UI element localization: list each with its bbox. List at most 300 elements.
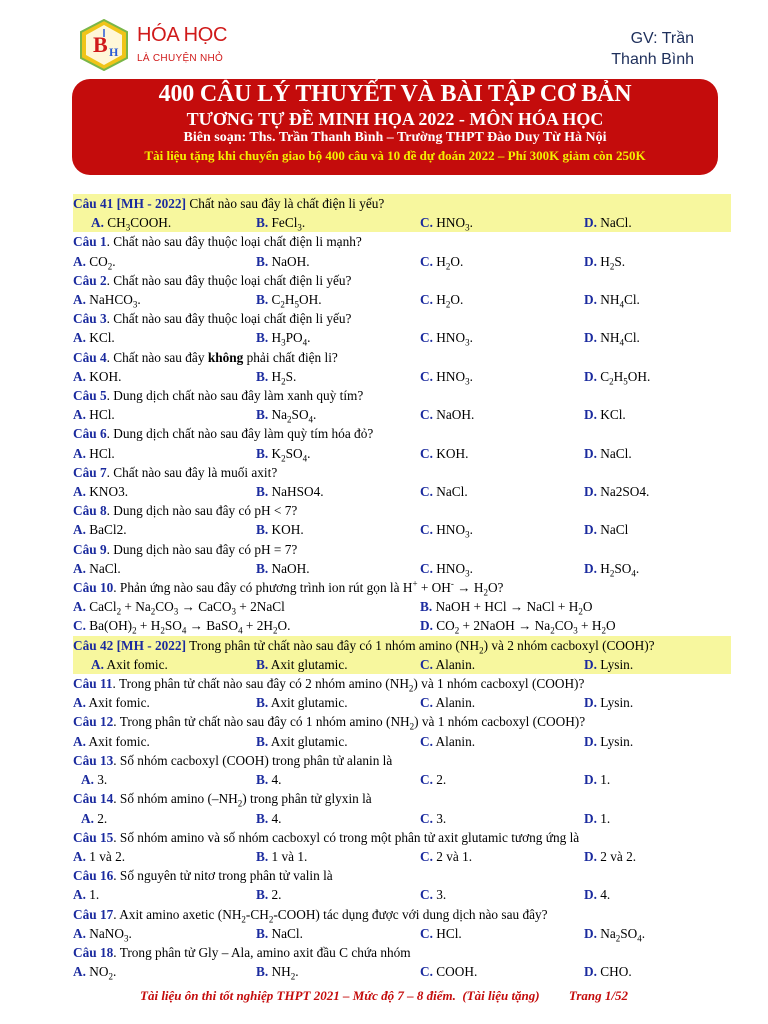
page-footer — [0, 988, 768, 1004]
question-number: Câu 6 — [73, 426, 107, 442]
answer-option-b — [256, 559, 420, 578]
answer-option-c — [420, 847, 584, 866]
question-text: . Dung dịch chất nào sau đây làm xanh quỳ tím? — [106, 388, 364, 404]
question-number: Câu 14 — [73, 791, 114, 807]
option-text: $CO_2$. — [85, 253, 116, 272]
question-stem — [73, 424, 731, 443]
option-text: $HNO_3$. — [432, 560, 473, 579]
answer-option-b — [256, 405, 420, 424]
page-number: Trang 1/52 — [568, 988, 628, 1003]
question-number: Câu 1 — [73, 234, 107, 250]
option-label: C. — [420, 484, 433, 500]
option-text: 4. — [596, 887, 611, 903]
option-label: D. — [584, 656, 597, 672]
question-text: . Dung dịch nào sau đây có pH < 7? — [106, 503, 298, 519]
option-label: C. — [420, 407, 433, 423]
question-stem — [73, 712, 731, 731]
option-label: B. — [256, 772, 269, 788]
option-text: 1. — [596, 772, 611, 788]
question-stem — [73, 501, 731, 520]
answer-option-a — [73, 693, 256, 712]
option-label: B. — [256, 253, 269, 269]
answer-options — [73, 770, 731, 789]
option-text: $HNO_3$. — [432, 522, 473, 541]
answer-option-c — [420, 885, 584, 904]
option-label: C. — [420, 656, 433, 672]
option-label: D. — [584, 887, 597, 903]
question-item — [73, 501, 731, 539]
answer-option-b — [256, 809, 420, 828]
answer-option-d — [584, 252, 731, 271]
option-text: 4. — [268, 810, 282, 826]
answer-option-c — [420, 444, 584, 463]
answer-option-b — [256, 962, 420, 981]
option-label: B. — [256, 733, 269, 749]
option-text: NaOH. — [268, 253, 310, 269]
option-label: D. — [584, 445, 597, 461]
option-text: 2. — [432, 772, 447, 788]
question-item — [73, 540, 731, 578]
option-text: Axit fomic. — [103, 656, 168, 672]
option-text: $Ba(OH)_2 + H_2SO_4$ → BaSO$_4$ + $2H_2O$. — [85, 618, 291, 637]
option-label: B. — [256, 445, 269, 461]
option-text: KOH. — [85, 368, 122, 384]
question-stem — [73, 309, 731, 328]
answer-option-d — [584, 770, 731, 789]
option-text: Alanin. — [432, 733, 476, 749]
option-text: $Na_2SO_4$. — [596, 925, 646, 944]
question-text: . Số nguyên tử nitơ trong phân tử valin là — [113, 868, 333, 884]
option-text: $CH_3COOH$. — [103, 215, 172, 233]
option-text: COOH. — [432, 964, 478, 980]
option-text: Axit fomic. — [85, 733, 150, 749]
question-item — [73, 348, 731, 386]
option-text: Axit glutamic. — [268, 695, 348, 711]
question-item — [73, 424, 731, 462]
answer-option-b — [256, 770, 420, 789]
question-stem — [73, 463, 731, 482]
option-label: B. — [256, 925, 269, 941]
option-text: KCl. — [85, 330, 115, 346]
answer-option-d — [584, 924, 731, 943]
question-number: Câu 41 [MH - 2022] — [73, 196, 187, 211]
answer-option-a — [73, 597, 420, 616]
answer-option-c — [420, 520, 584, 539]
answer-options — [73, 252, 731, 271]
option-label: B. — [256, 407, 269, 423]
option-text: NaNO$_3$. — [85, 925, 132, 944]
question-number: Câu 4 — [73, 349, 107, 365]
answer-options — [73, 847, 731, 866]
answer-option-c — [420, 213, 584, 232]
option-label: C. — [420, 964, 433, 980]
answer-options — [73, 482, 731, 501]
option-text: NaCl. — [432, 484, 468, 500]
option-text: $HNO_3$. — [432, 330, 473, 349]
option-text: $NH_4Cl$. — [596, 330, 640, 349]
option-text: Axit glutamic. — [268, 733, 348, 749]
option-label: D. — [584, 733, 597, 749]
answer-options — [73, 655, 731, 674]
author-line: Biên soạn: Ths. Trần Thanh Bình – Trường THPT Đào Duy Từ Hà Nội — [183, 130, 607, 145]
question-item — [73, 194, 731, 232]
document-title: 400 CÂU LÝ THUYẾT VÀ BÀI TẬP CƠ BẢN — [158, 81, 632, 107]
option-text: NaHCO$_3$. — [85, 292, 141, 310]
option-text: NaOH + HCl → NaCl + $H_2O$ — [432, 599, 593, 617]
option-text: 1. — [85, 887, 100, 903]
option-label: C. — [420, 848, 433, 864]
option-text: FeCl$_3$. — [268, 215, 306, 233]
option-label: A. — [73, 887, 86, 903]
question-item — [73, 712, 731, 750]
option-text: $H_3PO_4$. — [268, 330, 311, 349]
answer-option-a — [73, 328, 256, 347]
question-text: Trong phân tử chất nào sau đây có 1 nhóm amino $(NH_2)$ và 2 nhóm cacboxyl (COOH)? — [186, 637, 655, 656]
question-text: Chất nào sau đây là chất điện li yếu? — [186, 196, 385, 211]
answer-option-c — [420, 559, 584, 578]
answer-option-d — [584, 405, 731, 424]
question-number: Câu 7 — [73, 464, 107, 480]
answer-option-d — [584, 482, 731, 501]
option-text: HCl. — [85, 445, 115, 461]
option-text: $NO_2$. — [85, 964, 117, 982]
answer-option-d — [584, 732, 731, 751]
option-label: D. — [584, 330, 597, 346]
answer-option-b — [256, 693, 420, 712]
question-stem — [73, 866, 731, 885]
svg-text:H: H — [109, 45, 119, 59]
option-text: 1 và 2. — [85, 848, 126, 864]
question-text: . Chất nào sau đây thuộc loại chất điện li yếu? — [106, 272, 352, 288]
answer-option-a — [73, 405, 256, 424]
brand-title: HÓA HỌC — [137, 24, 228, 46]
option-label: A. — [73, 368, 86, 384]
option-text: 3. — [93, 772, 108, 788]
option-text: 3. — [432, 887, 447, 903]
option-label: B. — [256, 656, 269, 672]
option-text: NaCl — [596, 522, 629, 538]
answer-option-b — [256, 444, 420, 463]
answer-option-a — [73, 962, 256, 981]
option-label: C. — [420, 887, 433, 903]
answer-option-d — [584, 520, 731, 539]
answer-option-c — [420, 405, 584, 424]
option-label: B. — [256, 560, 269, 576]
option-label: D. — [584, 848, 597, 864]
option-label: A. — [91, 656, 104, 672]
option-label: A. — [73, 695, 86, 711]
option-text: Lysin. — [596, 656, 634, 672]
option-label: C. — [420, 810, 433, 826]
answer-option-c — [420, 655, 584, 674]
question-text: . Chất nào sau đây thuộc loại chất điện li mạnh? — [106, 234, 362, 250]
answer-option-b — [256, 367, 420, 386]
answer-option-a — [73, 252, 256, 271]
answer-options — [73, 693, 731, 712]
answer-options — [73, 924, 731, 943]
option-text: Alanin. — [432, 695, 476, 711]
question-text: . Dung dịch nào sau đây có pH = 7? — [106, 541, 298, 557]
option-text: CaCl$_2$ + $Na_2CO_3$ → CaCO$_3$ + 2NaCl — [85, 599, 285, 617]
option-label: D. — [584, 292, 597, 308]
question-number: Câu 13 — [73, 752, 114, 768]
option-label: A. — [81, 810, 94, 826]
option-text: NaCl. — [596, 445, 632, 461]
option-text: 2 và 1. — [432, 848, 473, 864]
answer-option-a — [73, 444, 256, 463]
option-text: Lysin. — [596, 733, 634, 749]
question-item — [73, 636, 731, 674]
answer-options — [73, 367, 731, 386]
svg-text:B: B — [93, 32, 108, 57]
question-stem — [73, 636, 731, 655]
option-label: B. — [256, 695, 269, 711]
question-text: . Số nhóm amino và số nhóm cacboxyl có trong một phân tử axit glutamic tương ứng là — [113, 829, 580, 845]
question-text: . Số nhóm cacboxyl (COOH) trong phân tử alanin là — [113, 752, 393, 768]
option-text: 3. — [432, 810, 447, 826]
question-stem — [73, 271, 731, 290]
answer-option-c — [420, 809, 584, 828]
option-text: KOH. — [432, 445, 469, 461]
answer-options — [73, 290, 731, 309]
option-label: A. — [73, 484, 86, 500]
option-label: C. — [420, 522, 433, 538]
option-text: $H_2S$. — [596, 253, 626, 272]
answer-option-d — [584, 328, 731, 347]
option-label: C. — [420, 330, 433, 346]
option-label: A. — [73, 560, 86, 576]
question-stem — [73, 578, 731, 597]
option-text: CHO. — [596, 964, 632, 980]
option-text: BaCl2. — [85, 522, 127, 538]
question-number: Câu 16 — [73, 868, 114, 884]
option-label: A. — [73, 407, 86, 423]
option-label: C. — [420, 215, 433, 231]
answer-option-d — [584, 290, 731, 309]
answer-options — [73, 962, 731, 981]
question-text: . Trong phân tử chất nào sau đây có 2 nhóm amino $(NH_2)$ và 1 nhóm cacboxyl (COOH)? — [112, 676, 585, 694]
answer-options — [73, 885, 731, 904]
question-item — [73, 578, 731, 636]
option-label: B. — [256, 522, 269, 538]
option-label: D. — [584, 368, 597, 384]
answer-option-c — [73, 616, 420, 635]
answer-option-d — [584, 847, 731, 866]
option-label: A. — [73, 292, 86, 308]
option-text: $H_2S$. — [268, 368, 297, 387]
answer-option-d — [584, 655, 731, 674]
option-label: D. — [584, 407, 597, 423]
title-banner — [72, 79, 718, 175]
question-item — [73, 463, 731, 501]
answer-options — [73, 732, 731, 751]
answer-option-b — [256, 482, 420, 501]
question-number: Câu 10 — [73, 580, 114, 596]
option-text: NaCl. — [596, 215, 632, 231]
question-number: Câu 8 — [73, 503, 107, 519]
option-label: C. — [420, 253, 433, 269]
option-label: B. — [256, 887, 269, 903]
question-stem — [73, 943, 731, 962]
option-label: A. — [81, 772, 94, 788]
question-item — [73, 905, 731, 943]
option-text: 2. — [93, 810, 108, 826]
document-subtitle: TƯƠNG TỰ ĐỀ MINH HỌA 2022 - MÔN HÓA HỌC — [186, 109, 604, 129]
option-label: C. — [420, 560, 433, 576]
promo-line: Tài liệu tặng khi chuyển giao bộ 400 câu và 10 đề dự đoán 2022 – Phí 300K giảm còn 250K — [144, 148, 646, 163]
answer-option-a — [73, 732, 256, 751]
option-label: A. — [73, 848, 86, 864]
question-number: Câu 11 — [73, 676, 113, 692]
answer-option-a — [91, 655, 256, 674]
option-label: C. — [420, 292, 433, 308]
answer-option-c — [420, 770, 584, 789]
question-number: Câu 15 — [73, 829, 114, 845]
question-item — [73, 789, 731, 827]
question-text: . Dung dịch chất nào sau đây làm quỳ tím hóa đỏ? — [106, 426, 374, 442]
answer-option-a — [73, 482, 256, 501]
option-label: D. — [584, 253, 597, 269]
answer-option-c — [420, 924, 584, 943]
question-list — [73, 194, 731, 981]
question-item — [73, 751, 731, 789]
option-label: B. — [256, 330, 269, 346]
option-label: A. — [73, 253, 86, 269]
question-text: . Chất nào sau đây không phải chất điện li? — [106, 349, 338, 365]
option-label: D. — [584, 522, 597, 538]
option-label: B. — [256, 368, 269, 384]
option-text: $CO_2$ + 2NaOH → $Na_2CO_3 + H_2O$ — [432, 618, 616, 637]
question-text: . Chất nào sau đây thuộc loại chất điện li yếu? — [106, 311, 352, 327]
question-number: Câu 17 — [73, 906, 114, 922]
option-label: A. — [73, 964, 86, 980]
option-text: $Na_2SO_4$. — [268, 407, 317, 425]
option-label: D. — [584, 695, 597, 711]
option-text: $C_2H_5OH$. — [268, 292, 322, 310]
question-text: . Trong phân tử chất nào sau đây có 1 nhóm amino $(NH_2)$ và 1 nhóm cacboxyl (COOH)? — [113, 714, 586, 733]
option-label: B. — [256, 964, 269, 980]
answer-options — [73, 444, 731, 463]
footer-text: Tài liệu ôn thi tốt nghiệp THPT 2021 – Mức độ 7 – 8 điểm. (Tài liệu tặng) — [140, 988, 540, 1003]
option-label: D. — [420, 618, 433, 634]
answer-option-a — [73, 885, 256, 904]
option-text: NaHSO4. — [268, 484, 324, 500]
question-stem — [73, 194, 731, 213]
option-text: Axit fomic. — [85, 695, 150, 711]
option-label: B. — [420, 599, 433, 615]
answer-option-a — [73, 847, 256, 866]
option-label: D. — [584, 772, 597, 788]
answer-option-c — [420, 290, 584, 309]
option-label: B. — [256, 292, 269, 308]
answer-option-d — [584, 885, 731, 904]
option-label: C. — [420, 445, 433, 461]
question-stem — [73, 674, 731, 693]
option-label: C. — [420, 695, 433, 711]
answer-option-b — [256, 885, 420, 904]
option-text: KOH. — [268, 522, 304, 538]
option-label: D. — [584, 215, 597, 231]
answer-option-a — [91, 213, 256, 232]
question-item — [73, 271, 731, 309]
option-text: NaCl. — [85, 560, 121, 576]
answer-option-d — [584, 962, 731, 981]
answer-options — [73, 809, 731, 828]
option-text: $H_2O$. — [432, 292, 464, 310]
option-text: NaOH. — [268, 560, 310, 576]
option-text: $H_2SO_4$. — [596, 560, 640, 579]
question-item — [73, 943, 731, 981]
option-label: C. — [420, 368, 433, 384]
answer-option-a — [73, 367, 256, 386]
option-text: HCl. — [85, 407, 115, 423]
option-text: HCl. — [432, 925, 462, 941]
option-label: C. — [73, 618, 86, 634]
answer-option-a — [73, 559, 256, 578]
answer-option-d — [584, 809, 731, 828]
question-number: Câu 12 — [73, 714, 114, 730]
option-text: KNO3. — [85, 484, 129, 500]
question-text: . Chất nào sau đây là muối axit? — [106, 464, 278, 480]
answer-option-a — [73, 924, 256, 943]
option-text: Lysin. — [596, 695, 634, 711]
option-label: C. — [420, 772, 433, 788]
question-stem — [73, 789, 731, 808]
question-stem — [73, 348, 731, 367]
option-text: $HNO_3$. — [432, 368, 473, 387]
option-label: A. — [73, 733, 86, 749]
answer-option-c — [420, 693, 584, 712]
option-label: A. — [73, 445, 86, 461]
answer-option-d — [584, 213, 731, 232]
question-stem — [73, 540, 731, 559]
answer-option-d — [584, 693, 731, 712]
answer-options — [73, 559, 731, 578]
answer-option-c — [420, 328, 584, 347]
option-label: B. — [256, 810, 269, 826]
option-text: NaOH. — [432, 407, 475, 423]
option-text: 4. — [268, 772, 282, 788]
option-label: A. — [73, 522, 86, 538]
answer-option-a — [81, 770, 256, 789]
question-item — [73, 828, 731, 866]
question-stem — [73, 751, 731, 770]
question-stem — [73, 905, 731, 924]
option-label: D. — [584, 810, 597, 826]
option-text: Alanin. — [432, 656, 476, 672]
answer-option-b — [256, 520, 420, 539]
question-number: Câu 5 — [73, 388, 107, 404]
answer-options — [73, 213, 731, 232]
question-number: Câu 18 — [73, 944, 114, 960]
answer-option-d — [584, 367, 731, 386]
option-text: 2. — [268, 887, 282, 903]
answer-option-b — [256, 213, 420, 232]
question-text: . Phản ứng nào sau đây có phương trình ion rút gọn là $H^+ + OH^- \to H_2O$? — [113, 578, 504, 598]
brand-subtitle: LÀ CHUYỆN NHỎ — [137, 53, 224, 64]
option-label: A. — [91, 215, 104, 231]
answer-option-c — [420, 732, 584, 751]
option-text: $H_2O$. — [432, 253, 464, 272]
option-text: NaCl. — [268, 925, 303, 941]
question-number: Câu 2 — [73, 272, 107, 288]
answer-option-c — [420, 367, 584, 386]
answer-option-d — [420, 616, 731, 635]
answer-option-c — [420, 962, 584, 981]
option-label: B. — [256, 484, 269, 500]
question-text: . Số nhóm amino $(-NH_2)$ trong phân tử glyxin là — [113, 791, 372, 809]
option-label: B. — [256, 215, 269, 231]
